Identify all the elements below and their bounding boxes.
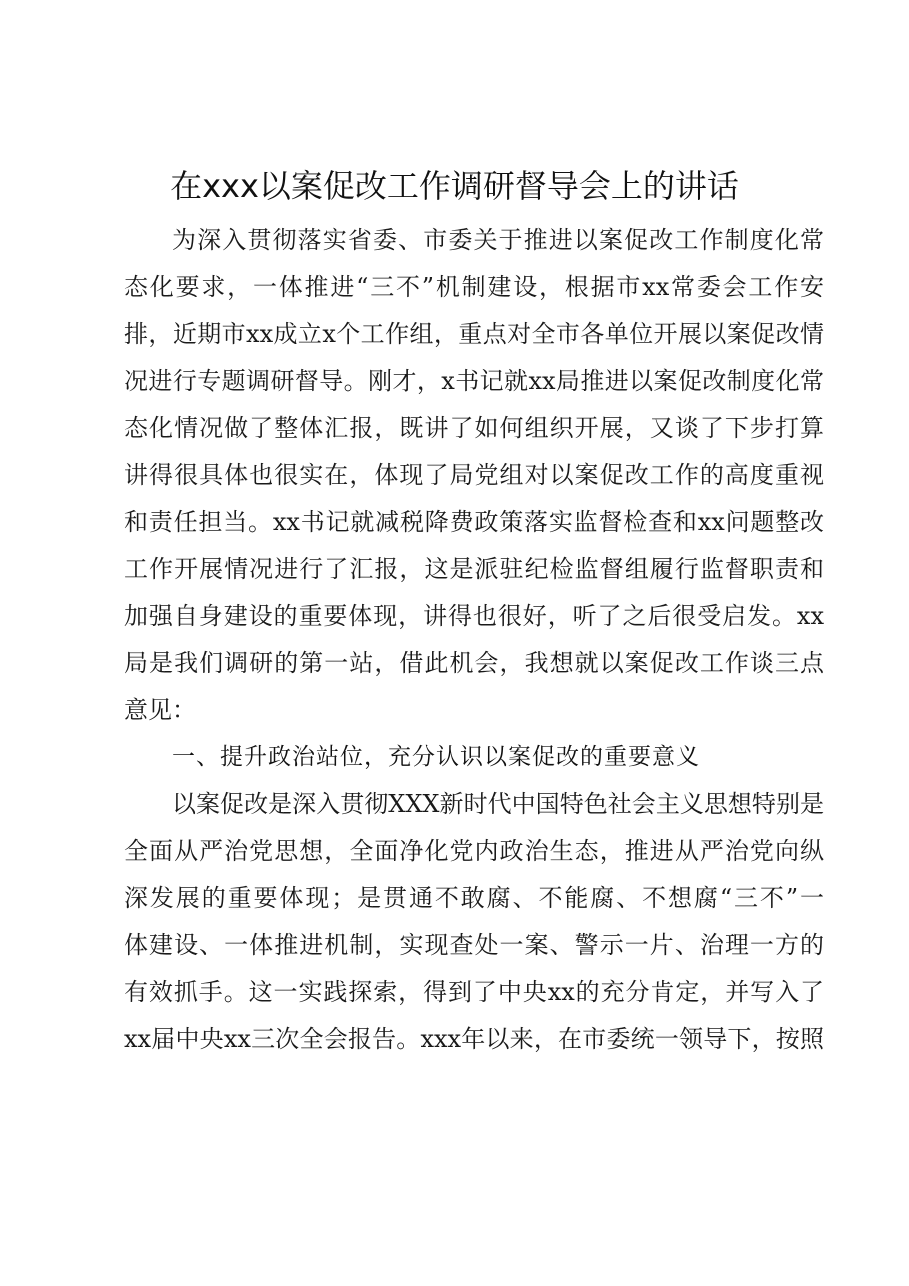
paragraph-line: 加强自身建设的重要体现，讲得也很好，听了之后很受启发。xx	[124, 602, 824, 630]
paragraph-line: 以案促改是深入贯彻XXX新时代中国特色社会主义思想特别是	[172, 790, 824, 818]
paragraph-line: 讲得很具体也很实在，体现了局党组对以案促改工作的高度重视	[124, 461, 824, 489]
document-title: 在xxx以案促改工作调研督导会上的讲话	[170, 167, 739, 205]
paragraph-line: 工作开展情况进行了汇报，这是派驻纪检监督组履行监督职责和	[124, 555, 824, 583]
paragraph-line: 有效抓手。这一实践探索，得到了中央xx的充分肯定，并写入了	[124, 978, 824, 1006]
paragraph-line: 意见：	[124, 696, 196, 724]
paragraph-line: 态化情况做了整体汇报，既讲了如何组织开展，又谈了下步打算	[124, 414, 824, 442]
paragraph-line: 局是我们调研的第一站，借此机会，我想就以案促改工作谈三点	[124, 649, 824, 677]
paragraph-line: 全面从严治党思想，全面净化党内政治生态，推进从严治党向纵	[124, 837, 824, 865]
paragraph-line: 态化要求，一体推进“三不”机制建设，根据市xx常委会工作安	[124, 273, 824, 301]
paragraph-line: 排，近期市xx成立x个工作组，重点对全市各单位开展以案促改情	[124, 320, 824, 348]
paragraph-line: 深发展的重要体现；是贯通不敢腐、不能腐、不想腐“三不”一	[124, 884, 824, 912]
paragraph-line: 和责任担当。xx书记就减税降费政策落实监督检查和xx问题整改	[124, 508, 824, 536]
paragraph-line: xx届中央xx三次全会报告。xxx年以来，在市委统一领导下，按照	[124, 1025, 824, 1053]
paragraph-line: 体建设、一体推进机制，实现查处一案、警示一片、治理一方的	[124, 931, 824, 959]
section-heading: 一、提升政治站位，充分认识以案促改的重要意义	[172, 744, 700, 770]
paragraph-line: 为深入贯彻落实省委、市委关于推进以案促改工作制度化常	[172, 226, 824, 254]
paragraph-line: 况进行专题调研督导。刚才，x书记就xx局推进以案促改制度化常	[124, 367, 824, 395]
